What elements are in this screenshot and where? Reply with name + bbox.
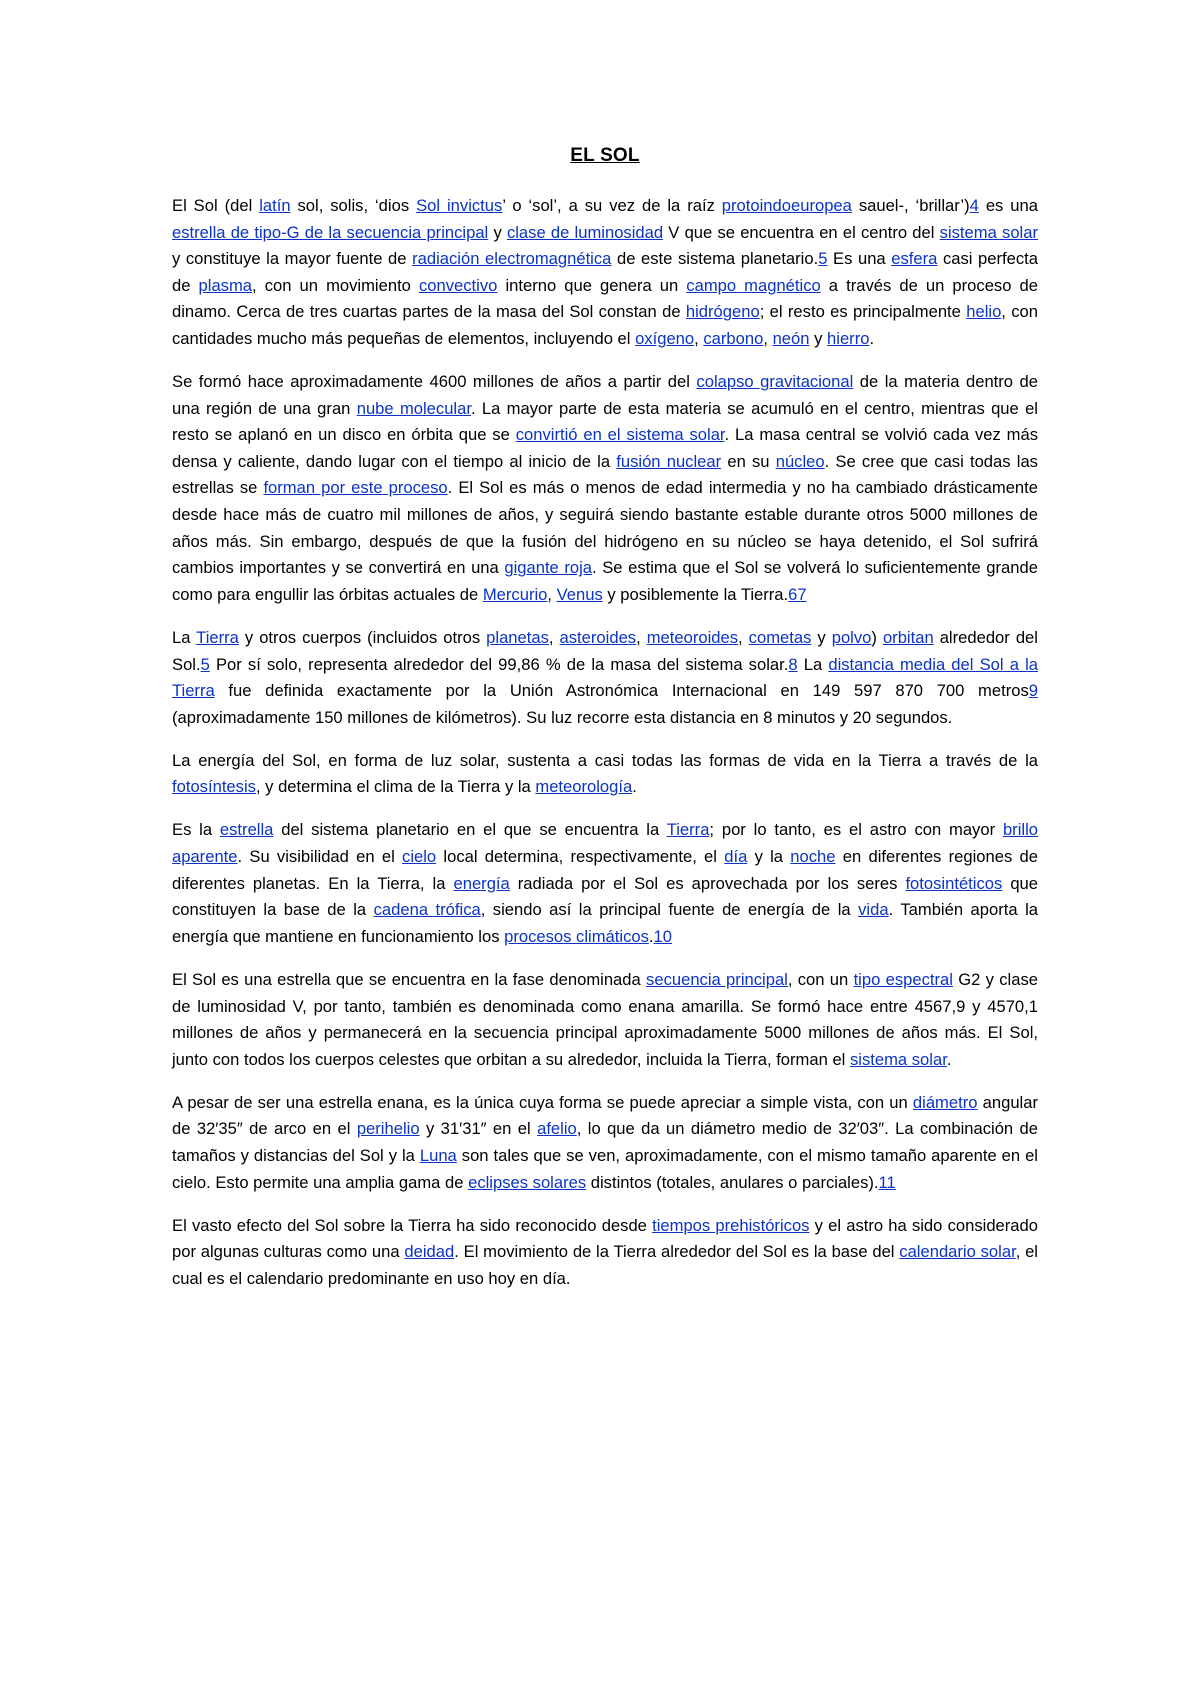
paragraph-text: El vasto efecto del Sol sobre la Tierra ha sido reconocido desde (172, 1215, 653, 1235)
hyperlink[interactable]: protoindoeuropea (721, 196, 852, 215)
hyperlink[interactable]: fotosintéticos (905, 873, 1003, 893)
paragraph-text: La (172, 627, 197, 647)
paragraph-text: del sistema planetario en el que se encuentra la (273, 820, 667, 840)
paragraph-text: ; por lo tanto, es el astro con mayor (709, 820, 1003, 840)
hyperlink[interactable]: secuencia principal (646, 969, 788, 989)
hyperlink[interactable]: noche (790, 847, 836, 867)
paragraph (172, 817, 1038, 950)
hyperlink[interactable]: carbono (703, 328, 764, 348)
paragraph-text: que constituyen la base de la (172, 873, 1039, 920)
hyperlink[interactable]: 10 (653, 926, 672, 946)
hyperlink[interactable]: día (724, 847, 748, 867)
paragraph-text: alrededor del Sol. (172, 627, 1038, 674)
hyperlink[interactable]: Tierra (196, 627, 239, 647)
hyperlink[interactable]: oxígeno (635, 328, 695, 348)
hyperlink[interactable]: forman por este proceso (263, 478, 448, 498)
paragraph-text: . (632, 777, 637, 797)
paragraph-text: , (636, 627, 647, 647)
paragraph (172, 1090, 1038, 1196)
hyperlink[interactable]: 5 (200, 654, 210, 674)
paragraph-text: y constituye la mayor fuente de (172, 249, 413, 269)
hyperlink[interactable]: gigante roja (504, 558, 593, 578)
hyperlink[interactable]: hidrógeno (685, 302, 760, 322)
paragraph-text: y otros cuerpos (incluidos otros (238, 627, 487, 647)
hyperlink[interactable]: orbitan (882, 627, 934, 647)
hyperlink[interactable]: 9 (1028, 681, 1038, 701)
hyperlink[interactable]: 11 (878, 1172, 896, 1192)
paragraph-text: Se formó hace aproximadamente 4600 millones de años a partir del (172, 372, 697, 392)
paragraph-text: en diferentes regiones de diferentes planetas. En la Tierra, la (172, 847, 1038, 893)
paragraph-text: ) (871, 627, 883, 647)
paragraph-text: sol, solis, ‘dios (290, 196, 417, 215)
paragraph-text: y la (747, 847, 791, 867)
paragraph-text: y (809, 328, 828, 348)
paragraph-text: . Se estima que el Sol se volverá lo suficientemente grande como para engullir las órbitas actuales de (172, 558, 1038, 604)
hyperlink[interactable]: cometas (748, 627, 812, 647)
hyperlink[interactable]: 5 (818, 249, 828, 269)
paragraph-text: ’ o ‘sol’, a su vez de la raíz (502, 196, 722, 215)
paragraph-text: sauel-, ‘brillar’) (851, 196, 970, 215)
hyperlink[interactable]: asteroides (559, 627, 637, 647)
hyperlink[interactable]: Luna (419, 1146, 457, 1165)
hyperlink[interactable]: afelio (537, 1119, 577, 1139)
paragraph-text: . El movimiento de la Tierra alrededor del Sol es la base del (454, 1242, 900, 1262)
paragraph-text: , con un (787, 969, 854, 989)
paragraph-text: , con cantidades mucho más pequeñas de elementos, incluyendo el (172, 302, 1038, 348)
paragraph-text: a través de un proceso de dinamo. Cerca de tres cuartas partes de la masa del Sol constan de (172, 275, 1038, 322)
paragraph-text: . (946, 1049, 952, 1069)
paragraph-text: , y determina el clima de la Tierra y la (255, 777, 536, 797)
hyperlink[interactable]: estrella (219, 820, 274, 840)
hyperlink[interactable]: cadena trófica (373, 900, 481, 920)
hyperlink[interactable]: esfera (891, 249, 938, 269)
hyperlink[interactable]: tipo espectral (853, 969, 953, 989)
paragraph-text: Es una (827, 249, 892, 269)
hyperlink[interactable]: energía (453, 873, 510, 893)
paragraph-text: , siendo así la principal fuente de energía de la (480, 900, 859, 920)
hyperlink[interactable]: distancia media del Sol a la Tierra (172, 654, 1038, 701)
paragraph-text: G2 y clase de luminosidad V, por tanto, también es denominada como enana amarilla. Se formó hace entre 4567,9 y 4570,1 millones de años y permanecerá en la secuencia principal aproximadamente 5000 millones de años más. El Sol, junto con todos los cuerpos celestes que orbitan a su alrededor, incluida la Tierra, forman el (172, 969, 1038, 1069)
paragraph-text: angular de 32′35″ de arco en el (172, 1092, 1038, 1139)
paragraph-text: y el astro ha sido considerado por algunas culturas como una (172, 1215, 1038, 1262)
hyperlink[interactable]: campo magnético (686, 275, 821, 295)
paragraph-text: fue definida exactamente por la Unión Astronómica Internacional en 149 597 870 700 metros (214, 681, 1029, 701)
paragraph (172, 748, 1038, 801)
paragraphs-container (172, 193, 1038, 1292)
paragraph-text: , lo que da un diámetro medio de 32′03″. La combinación de tamaños y distancias del Sol y la (172, 1119, 1038, 1165)
paragraph-text: Es la (172, 820, 220, 840)
hyperlink[interactable]: sistema solar (939, 222, 1038, 242)
paragraph-text: y (811, 627, 832, 647)
hyperlink[interactable]: Tierra (666, 820, 710, 840)
paragraph-text: El Sol es una estrella que se encuentra en la fase denominada (172, 969, 647, 989)
hyperlink[interactable]: colapso gravitacional (696, 372, 854, 392)
hyperlink[interactable]: polvo (831, 627, 872, 647)
hyperlink[interactable]: neón (772, 328, 810, 348)
paragraph (172, 967, 1038, 1073)
paragraph-text: . Su visibilidad en el (237, 847, 403, 867)
paragraph-text: de este sistema planetario. (611, 249, 819, 269)
paragraph-text: . La mayor parte de esta materia se acumuló en el centro, mientras que el resto se aplanó en un disco en órbita que se (172, 398, 1038, 445)
hyperlink[interactable]: tiempos prehistóricos (652, 1215, 810, 1235)
paragraph-text: radiada por el Sol es aprovechada por los seres (509, 873, 906, 893)
hyperlink[interactable]: Sol invictus (416, 196, 503, 215)
paragraph-text: local determina, respectivamente, el (436, 847, 725, 867)
hyperlink[interactable]: 8 (788, 654, 798, 674)
hyperlink[interactable]: radiación electromagnética (412, 249, 612, 269)
paragraph-text: . El Sol es más o menos de edad intermedia y no ha cambiado drásticamente desde hace más de cuatro mil millones de años, y seguirá siendo bastante estable durante otros 5000 millones de años más. Sin embargo, después de que la fusión del hidrógeno en su núcleo se haya detenido, el Sol sufrirá cambios importantes y se convertirá en una (172, 478, 1038, 578)
paragraph-text: ; el resto es principalmente (759, 302, 967, 322)
paragraph-text: interno que genera un (497, 275, 687, 295)
paragraph (172, 625, 1038, 731)
paragraph-text: A pesar de ser una estrella enana, es la única cuya forma se puede apreciar a simple vista, con un (172, 1092, 913, 1112)
paragraph (172, 193, 1038, 353)
paragraph-text: . También aporta la energía que mantiene en funcionamiento los (172, 900, 1038, 946)
paragraph-text: . Se cree que casi todas las estrellas se (172, 451, 1038, 498)
hyperlink[interactable]: convectivo (418, 275, 498, 295)
paragraph-text: El Sol (del (172, 196, 260, 215)
paragraph (172, 369, 1038, 608)
document-body (172, 143, 1038, 1309)
hyperlink[interactable]: meteorología (535, 777, 633, 797)
paragraph-text: , (763, 328, 773, 348)
paragraph-text: , (548, 627, 560, 647)
paragraph-text: en su (721, 451, 776, 471)
hyperlink[interactable]: planetas (486, 627, 549, 647)
hyperlink[interactable]: fotosíntesis (172, 777, 256, 797)
hyperlink[interactable]: brillo aparente (172, 820, 1038, 867)
hyperlink[interactable]: diámetro (912, 1092, 978, 1112)
hyperlink[interactable]: Venus (556, 584, 603, 604)
paragraph (172, 1213, 1038, 1293)
hyperlink[interactable]: 4 (969, 196, 979, 215)
hyperlink[interactable]: estrella de tipo-G de la secuencia principal (172, 222, 489, 242)
paragraph-text: . La masa central se volvió cada vez más densa y caliente, dando lugar con el tiempo al inicio de la (172, 425, 1038, 471)
paragraph-text: Por sí solo, representa alrededor del 99,86 % de la masa del sistema solar. (209, 654, 789, 674)
paragraph-text: V que se encuentra en el centro del (663, 222, 940, 242)
hyperlink[interactable]: meteoroides (646, 627, 739, 647)
hyperlink[interactable]: fusión nuclear (616, 451, 722, 471)
hyperlink[interactable]: eclipses solares (468, 1172, 587, 1192)
paragraph-text: (aproximadamente 150 millones de kilómetros). Su luz recorre esta distancia en 8 minutos y 20 segundos. (172, 707, 953, 727)
paragraph-text: La energía del Sol, en forma de luz solar, sustenta a casi todas las formas de vida en la Tierra a través de la (172, 750, 1038, 770)
hyperlink[interactable]: cielo (402, 847, 437, 867)
hyperlink[interactable]: perihelio (356, 1119, 420, 1139)
paragraph-text: de la materia dentro de una región de una gran (172, 372, 1038, 418)
paragraph-text: , (694, 328, 704, 348)
paragraph-text: casi perfecta de (172, 249, 1038, 295)
hyperlink[interactable]: helio (966, 302, 1002, 322)
hyperlink[interactable]: latín (259, 196, 291, 215)
paragraph-text: y posiblemente la Tierra. (602, 584, 789, 604)
paragraph-text: son tales que se ven, aproximadamente, con el mismo tamaño aparente en el cielo. Esto permite una amplia gama de (172, 1146, 1038, 1192)
hyperlink[interactable]: hierro (827, 328, 870, 348)
hyperlink[interactable]: nube molecular (356, 398, 471, 418)
paragraph-text: . (648, 926, 654, 946)
hyperlink[interactable]: clase de luminosidad (506, 222, 664, 242)
paragraph-text: , (547, 584, 557, 604)
paragraph-text: distintos (totales, anulares o parciales). (586, 1172, 879, 1192)
paragraph-text: , con un movimiento (252, 275, 419, 295)
hyperlink[interactable]: convirtió en el sistema solar (515, 425, 725, 445)
hyperlink[interactable]: sistema solar (849, 1049, 947, 1069)
paragraph-text: es una (978, 196, 1038, 215)
hyperlink[interactable]: calendario solar (899, 1242, 1016, 1262)
paragraph-text: . (869, 328, 875, 348)
paragraph-text: y (488, 222, 507, 242)
paragraph-text: , (738, 627, 749, 647)
paragraph-text: y 31′31″ en el (419, 1119, 538, 1139)
hyperlink[interactable]: deidad (404, 1242, 455, 1262)
paragraph-text: , el cual es el calendario predominante en uso hoy en día. (172, 1242, 1038, 1288)
hyperlink[interactable]: procesos climáticos (504, 926, 649, 946)
hyperlink[interactable]: vida (858, 900, 889, 920)
hyperlink[interactable]: Mercurio (482, 584, 548, 604)
hyperlink[interactable]: plasma (198, 275, 253, 295)
paragraph-text: La (797, 654, 829, 674)
hyperlink[interactable]: núcleo (775, 451, 825, 471)
hyperlink[interactable]: 67 (788, 584, 807, 604)
document-title: EL SOL (570, 145, 640, 166)
